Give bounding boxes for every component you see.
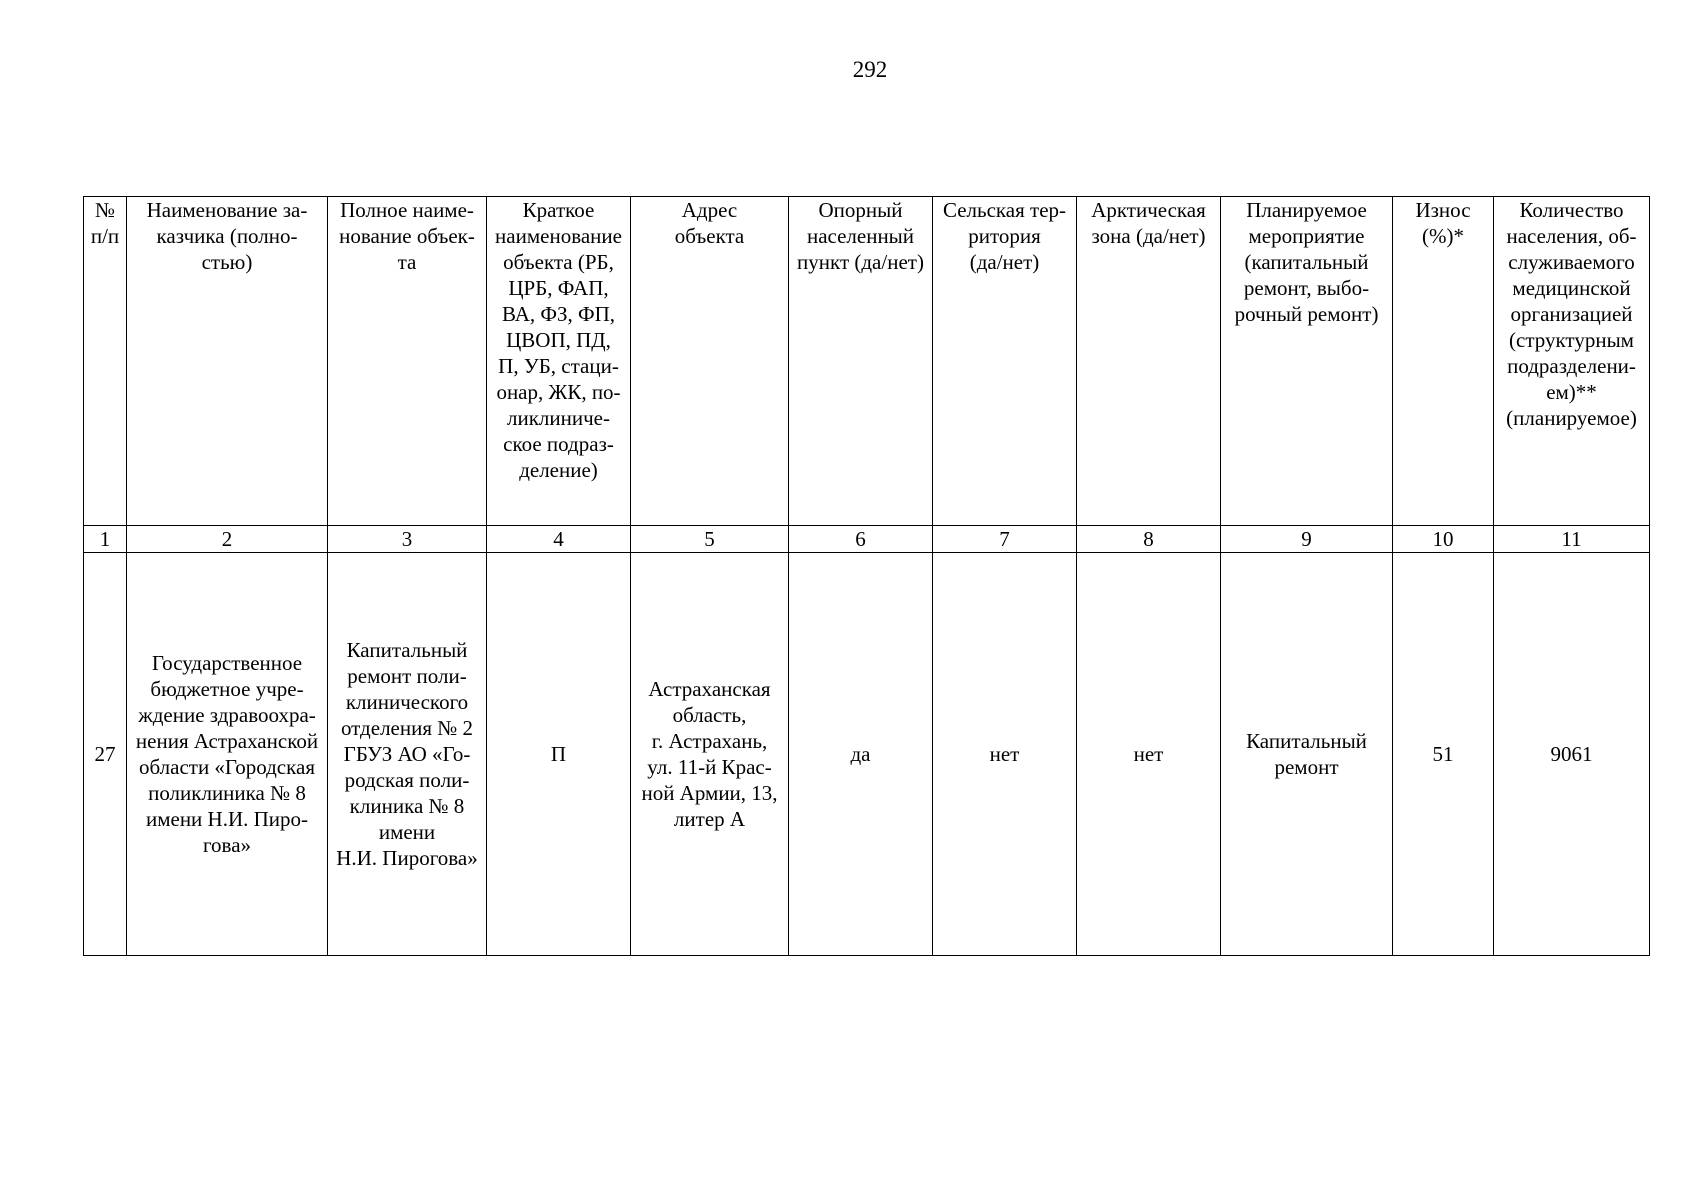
cell-line: 9061 <box>1550 742 1593 766</box>
column-number-cell: 1 <box>84 526 127 553</box>
cell-line: П <box>550 742 567 766</box>
cell-line: (капитальный <box>1244 250 1369 274</box>
cell-line: родская поли- <box>344 768 470 792</box>
cell-line: Астраханская <box>648 677 771 701</box>
col-wear <box>1393 553 1494 956</box>
cell-line: служиваемого <box>1508 250 1635 274</box>
cell-line: № <box>94 198 116 222</box>
cell-line: Капитальный <box>1246 729 1367 753</box>
header-col-customer <box>127 197 328 526</box>
cell-line: деление) <box>519 458 598 482</box>
cell-line: Износ <box>1415 198 1471 222</box>
cell-line: объекта (РБ, <box>503 250 614 274</box>
column-number-cell: 2 <box>127 526 328 553</box>
cell-line: нения Астраханской <box>135 729 319 753</box>
cell-line: имени <box>378 820 436 844</box>
cell-line: Капитальный <box>346 638 468 662</box>
cell-line: 27 <box>94 742 116 766</box>
cell-line: Государственное <box>151 651 303 675</box>
cell-line: ВА, ФЗ, ФП, <box>502 302 615 326</box>
cell-line: отделения № 2 <box>340 716 474 740</box>
cell-line: Сельская тер- <box>942 198 1067 222</box>
cell-line: та <box>397 250 417 274</box>
col-support-settlement <box>789 553 933 956</box>
cell-line: имени Н.И. Пиро- <box>145 807 309 831</box>
header-col-wear <box>1393 197 1494 526</box>
column-number-row <box>84 526 1650 553</box>
cell-line: онар, ЖК, по- <box>496 380 621 404</box>
cell-line: бюджетное учре- <box>150 677 304 701</box>
header-col-number <box>84 197 127 526</box>
cell-line: клинического <box>345 690 469 714</box>
cell-line: ем)** <box>1546 380 1597 404</box>
cell-line: ЦВОП, ПД, <box>506 328 611 352</box>
cell-line: казчика (полно- <box>156 224 298 248</box>
column-number-cell: 4 <box>487 526 631 553</box>
cell-line: ритория <box>968 224 1041 248</box>
column-number-cell: 7 <box>933 526 1077 553</box>
cell-line: область, <box>672 703 747 727</box>
col-customer <box>127 553 328 956</box>
cell-line: Планируемое <box>1246 198 1367 222</box>
cell-line: Арктическая <box>1091 198 1206 222</box>
col-rural-territory <box>933 553 1077 956</box>
column-number-cell: 11 <box>1494 526 1650 553</box>
column-number-cell: 8 <box>1077 526 1221 553</box>
cell-line: гова» <box>202 833 252 857</box>
cell-line: объекта <box>674 224 745 248</box>
col-number <box>84 553 127 956</box>
cell-line: ГБУЗ АО «Го- <box>343 742 471 766</box>
cell-line: клиника № 8 <box>349 794 465 818</box>
cell-line: нование объек- <box>339 224 475 248</box>
cell-line: медицинской <box>1512 276 1631 300</box>
cell-line: 51 <box>1432 742 1454 766</box>
col-arctic-zone <box>1077 553 1221 956</box>
page-number: 292 <box>852 57 888 82</box>
cell-line: да <box>850 742 871 766</box>
cell-line: нет <box>1133 742 1164 766</box>
cell-line: наименование <box>495 224 622 248</box>
col-object-full-name <box>328 553 487 956</box>
cell-line: населенный <box>806 224 915 248</box>
cell-line: п/п <box>90 224 120 248</box>
cell-line: поликлиника № 8 <box>148 781 306 805</box>
cell-line: ЦРБ, ФАП, <box>508 276 609 300</box>
header-row <box>84 197 1650 526</box>
header-col-address <box>631 197 789 526</box>
col-object-short-name <box>487 553 631 956</box>
cell-line: рочный ремонт) <box>1234 302 1379 326</box>
cell-line: Опорный <box>818 198 903 222</box>
cell-line: мероприятие <box>1248 224 1365 248</box>
cell-line: (%)* <box>1422 224 1464 248</box>
cell-line: ул. 11-й Крас- <box>647 755 772 779</box>
cell-line: ремонт <box>1274 755 1339 779</box>
cell-line: подразделени- <box>1507 354 1636 378</box>
column-number-cell: 10 <box>1393 526 1494 553</box>
col-planned-measure <box>1221 553 1393 956</box>
col-address <box>631 553 789 956</box>
cell-line: организацией <box>1510 302 1633 326</box>
cell-line: Н.И. Пирогова» <box>336 846 478 870</box>
cell-line: зона (да/нет) <box>1091 224 1206 248</box>
table-row <box>84 553 1650 956</box>
cell-line: Полное наиме- <box>340 198 474 222</box>
column-number-cell: 6 <box>789 526 933 553</box>
cell-line: Количество <box>1519 198 1624 222</box>
cell-line: Наименование за- <box>146 198 308 222</box>
header-col-population <box>1494 197 1650 526</box>
cell-line: ной Армии, 13, <box>641 781 778 805</box>
cell-line: стью) <box>201 250 253 274</box>
cell-line: ремонт, выбо- <box>1243 276 1370 300</box>
cell-line: (планируемое) <box>1506 406 1637 430</box>
cell-line: пункт (да/нет) <box>797 250 924 274</box>
cell-line: Краткое <box>522 198 595 222</box>
header-col-object-short-name <box>487 197 631 526</box>
cell-line: Адрес <box>681 198 738 222</box>
column-number-cell: 3 <box>328 526 487 553</box>
data-table <box>83 196 1650 956</box>
cell-line: населения, об- <box>1506 224 1637 248</box>
column-number-cell: 9 <box>1221 526 1393 553</box>
header-col-rural-territory <box>933 197 1077 526</box>
cell-line: (да/нет) <box>969 250 1040 274</box>
col-population <box>1494 553 1650 956</box>
cell-line: нет <box>989 742 1020 766</box>
column-number-cell: 5 <box>631 526 789 553</box>
header-col-arctic-zone <box>1077 197 1221 526</box>
header-col-support-settlement <box>789 197 933 526</box>
header-col-planned-measure <box>1221 197 1393 526</box>
cell-line: г. Астрахань, <box>651 729 768 753</box>
cell-line: ждение здравоохра- <box>138 703 316 727</box>
cell-line: области «Городская <box>138 755 315 779</box>
cell-line: литер А <box>673 807 746 831</box>
cell-line: ликлиниче- <box>507 406 610 430</box>
cell-line: П, УБ, стаци- <box>498 354 619 378</box>
header-col-object-full-name <box>328 197 487 526</box>
cell-line: ское подраз- <box>503 432 614 456</box>
cell-line: ремонт поли- <box>347 664 467 688</box>
cell-line: (структурным <box>1509 328 1634 352</box>
